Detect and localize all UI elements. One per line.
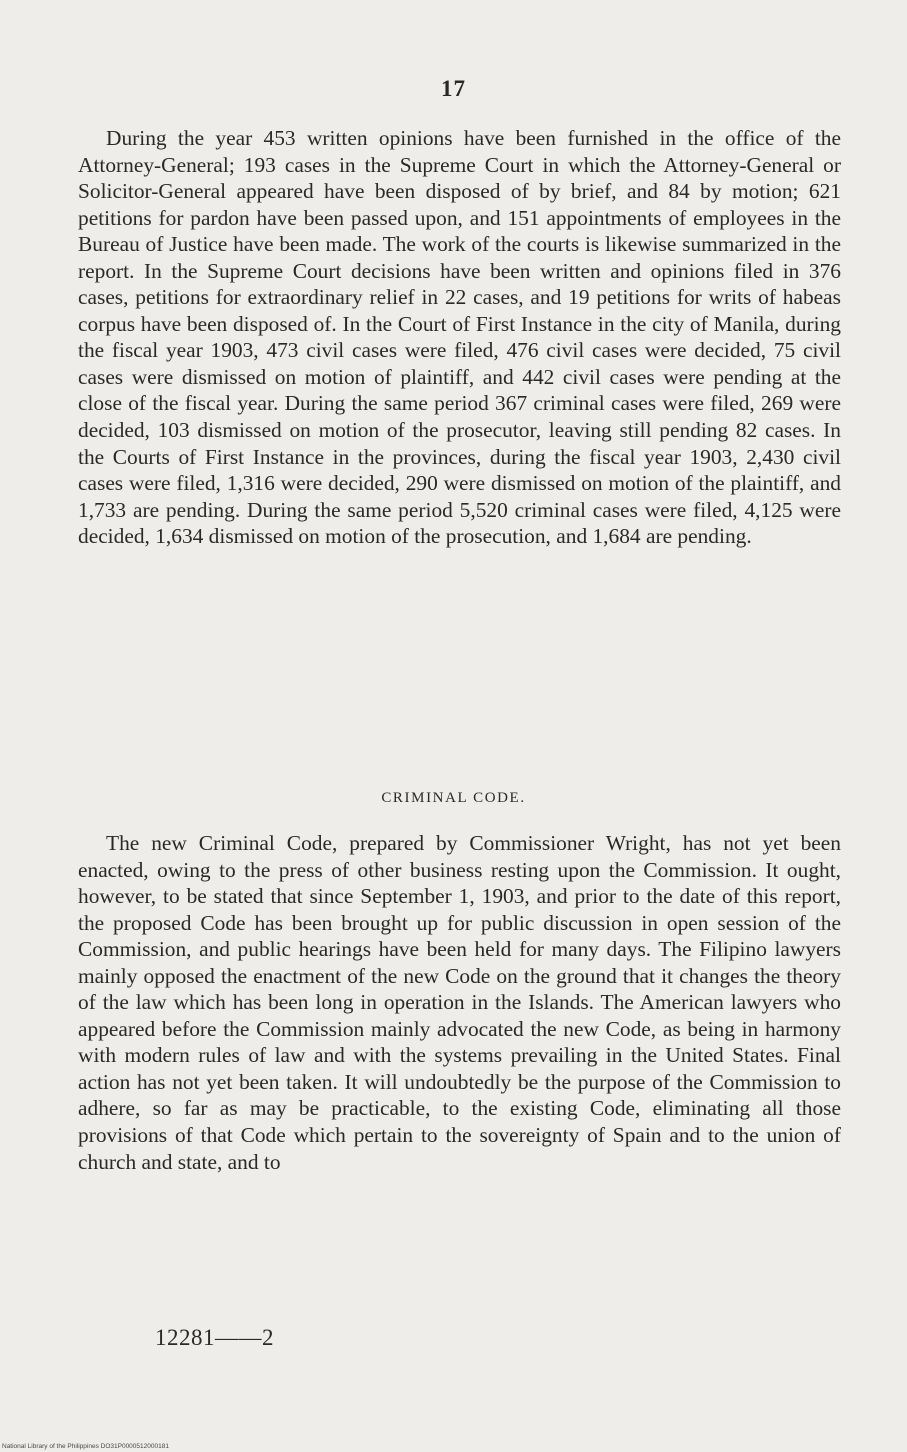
section-heading: CRIMINAL CODE. [381,790,526,806]
body-paragraph-criminal-code: The new Criminal Code, prepared by Commissioner Wright, has not yet been enacted, owing to the press of other business resting upon the Commission. It ought, however, to be stated that since September 1, 1903, and prior to the date of this report, the proposed Code has been brought up for public discussion in open session of the Commission, and public hearings have been held for many days. The Filipino lawyers mainly opposed the enactment of the new Code on the ground that it changes the theory of the law which has been long in operation in the Islands. The American lawyers who appeared before the Commission mainly advocated the new Code, as being in harmony with modern rules of law and with the systems prevailing in the United States. Final action has not yet been taken. It will undoubtedly be the purpose of the Commission to adhere, so far as may be practicable, to the existing Code, eliminating all those provisions of that Code which pertain to the sovereignty of Spain and to the union of church and state, and to [78,831,841,1174]
scan-footer-note: National Library of the Philippines DO31P0000512000181 [2,1443,169,1450]
page-number: 17 [441,76,466,101]
printer-signature-mark: 12281——2 [155,1325,274,1350]
body-paragraph-courts-summary: During the year 453 written opinions have been furnished in the office of the Attorney-General; 193 cases in the Supreme Court in which the Attorney-General or Solicitor-General appeared have been disposed of by brief, and 84 by motion; 621 petitions for pardon have been passed upon, and 151 appointments of employees in the Bureau of Justice have been made. The work of the courts is likewise summarized in the report. In the Supreme Court decisions have been written and opinions filed in 376 cases, petitions for extraordinary relief in 22 cases, and 19 petitions for writs of habeas corpus have been disposed of. In the Court of First Instance in the city of Manila, during the fiscal year 1903, 473 civil cases were filed, 476 civil cases were decided, 75 civil cases were dismissed on motion of plaintiff, and 442 civil cases were pending at the close of the fiscal year. During the same period 367 criminal cases were filed, 269 were decided, 103 dismissed on motion of the prosecutor, leaving still pending 82 cases. In the Courts of First Instance in the provinces, during the fiscal year 1903, 2,430 civil cases were filed, 1,316 were decided, 290 were dismissed on motion of the plaintiff, and 1,733 are pending. During the same period 5,520 criminal cases were filed, 4,125 were decided, 1,634 dismissed on motion of the prosecution, and 1,684 are pending. [78,126,841,549]
